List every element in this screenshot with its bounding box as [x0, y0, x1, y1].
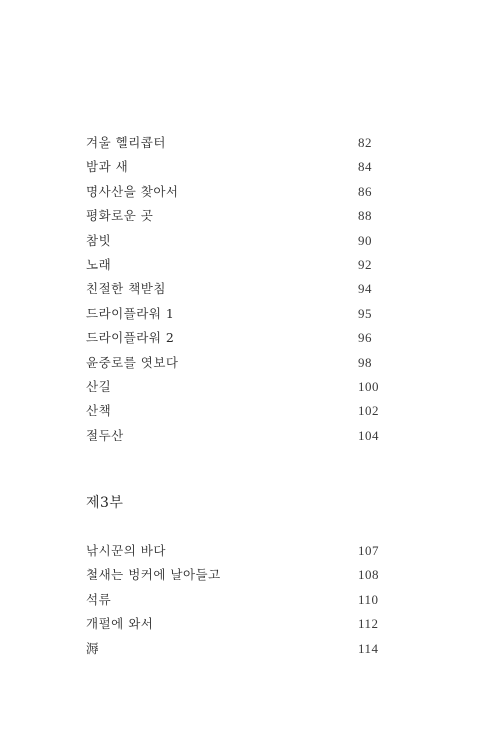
toc-entry [86, 539, 406, 563]
toc-entry [86, 131, 406, 155]
toc-entry [86, 253, 406, 277]
toc-entry-title: 노래 [86, 256, 112, 272]
toc-entry-title: 절두산 [86, 427, 124, 443]
toc-entry-title: 드라이플라워 1 [86, 305, 175, 321]
toc-entry [86, 399, 406, 423]
toc-entry-page: 88 [358, 208, 372, 224]
toc-entry-page: 102 [358, 403, 379, 419]
toc-entry-title: 溽 [86, 640, 100, 656]
toc-entry [86, 302, 406, 326]
toc-entry-title: 드라이플라워 2 [86, 330, 175, 346]
toc-entry [86, 375, 406, 399]
toc-entry-title: 산책 [86, 403, 112, 419]
toc-entry [86, 180, 406, 204]
toc-entry [86, 326, 406, 350]
toc-list-part2 [86, 131, 406, 448]
toc-entry [86, 155, 406, 179]
part-heading: 제3부 [86, 495, 124, 511]
toc-entry-page: 98 [358, 354, 372, 370]
toc-entry-page: 95 [358, 305, 372, 321]
toc-entry-page: 96 [358, 330, 372, 346]
toc-entry [86, 277, 406, 301]
toc-entry-page: 107 [358, 543, 379, 558]
toc-list-part3 [86, 539, 406, 661]
toc-entry-page: 86 [358, 183, 372, 199]
toc-entry [86, 424, 406, 448]
toc-entry-page: 110 [358, 591, 379, 607]
toc-entry [86, 588, 406, 612]
toc-entry-title: 친절한 책받침 [86, 281, 166, 297]
toc-entry [86, 351, 406, 375]
toc-entry-title: 밤과 새 [86, 159, 129, 175]
toc-entry-title: 참빗 [86, 232, 112, 248]
toc-entry-page: 112 [358, 616, 379, 632]
toc-entry-title: 철새는 벙커에 날아들고 [86, 567, 221, 583]
toc-entry-title: 낚시꾼의 바다 [86, 543, 166, 558]
toc-entry-page: 108 [358, 567, 379, 583]
toc-entry-title: 윤중로를 엿보다 [86, 354, 179, 370]
toc-entry [86, 229, 406, 253]
toc-entry-title: 겨울 헬리콥터 [86, 135, 166, 150]
toc-entry-title: 산길 [86, 378, 112, 394]
toc-entry-title: 평화로운 곳 [86, 208, 154, 224]
toc-entry [86, 637, 406, 661]
toc-entry-title: 명사산을 찾아서 [86, 183, 179, 199]
toc-entry-page: 90 [358, 232, 372, 248]
toc-entry-page: 92 [358, 256, 372, 272]
toc-entry-title: 석류 [86, 591, 112, 607]
toc-entry-page: 94 [358, 281, 372, 297]
toc-entry [86, 612, 406, 636]
toc-entry-page: 104 [358, 427, 379, 443]
toc-entry-page: 114 [358, 640, 379, 656]
toc-entry-title: 개펄에 와서 [86, 616, 154, 632]
toc-entry-page: 84 [358, 159, 372, 175]
toc-entry [86, 204, 406, 228]
toc-entry-page: 82 [358, 135, 372, 150]
toc-entry-page: 100 [358, 378, 379, 394]
toc-entry [86, 563, 406, 587]
